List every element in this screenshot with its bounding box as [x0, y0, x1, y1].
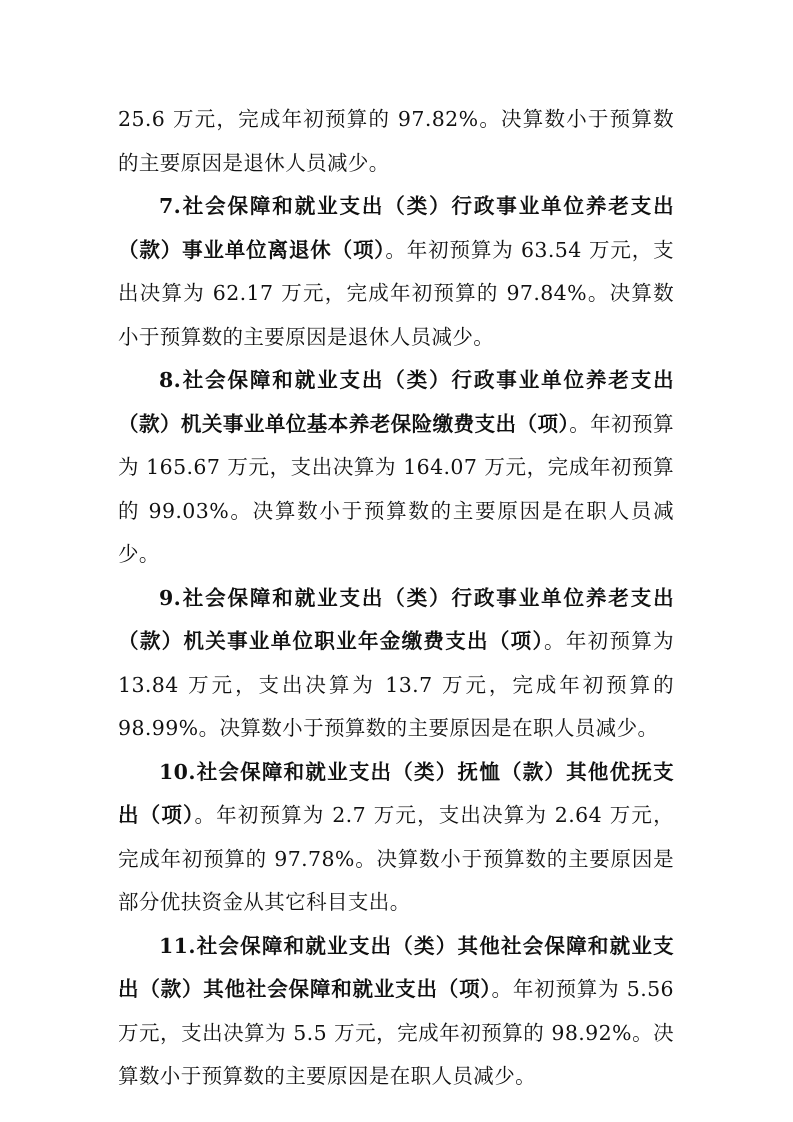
- paragraph-heading: 11.社会保障和就业支出（类）其他社会保障和就业支出（款）其他社会保障和就业支出（项）: [118, 933, 674, 1001]
- paragraph-heading: 8.社会保障和就业支出（类）行政事业单位养老支出（款）机关事业单位基本养老保险缴费支出（项）: [118, 368, 674, 436]
- paragraph-item-10: [118, 751, 674, 925]
- paragraph-body: 。年初预算为 63.54 万元，支出决算为 62.17 万元，完成年初预算的 97.84%。决算数小于预算数的主要原因是退休人员减少。: [118, 237, 674, 349]
- paragraph-body: 。年初预算为 2.7 万元，支出决算为 2.64 万元，完成年初预算的 97.78%。决算数小于预算数的主要原因是部分优扶资金从其它科目支出。: [118, 803, 675, 914]
- paragraph-body: 。年初预算为 165.67 万元，支出决算为 164.07 万元，完成年初预算的 99.03%。决算数小于预算数的主要原因是在职人员减少。: [118, 411, 675, 566]
- paragraph-body: 25.6 万元，完成年初预算的 97.82%。决算数小于预算数的主要原因是退休人员减少。: [118, 107, 674, 175]
- paragraph-body: 。年初预算为 5.56 万元，支出决算为 5.5 万元，完成年初预算的 98.92%。决算数小于预算数的主要原因是在职人员减少。: [118, 977, 674, 1088]
- paragraph-body: 。年初预算为 13.84 万元，支出决算为 13.7 万元，完成年初预算的 98.99%。决算数小于预算数的主要原因是在职人员减少。: [118, 629, 674, 740]
- document-page: [118, 98, 674, 1099]
- paragraph-item-8: [118, 359, 674, 577]
- paragraph-item-7: [118, 185, 674, 359]
- paragraph-heading: 9.社会保障和就业支出（类）行政事业单位养老支出（款）机关事业单位职业年金缴费支出（项）: [118, 585, 674, 653]
- paragraph-item-9: [118, 577, 674, 751]
- paragraph-continuation: [118, 98, 674, 185]
- paragraph-item-11: [118, 925, 674, 1099]
- paragraph-heading: 7.社会保障和就业支出（类）行政事业单位养老支出（款）事业单位离退休（项）: [118, 194, 674, 262]
- paragraph-heading: 10.社会保障和就业支出（类）抚恤（款）其他优抚支出（项）: [118, 759, 674, 827]
